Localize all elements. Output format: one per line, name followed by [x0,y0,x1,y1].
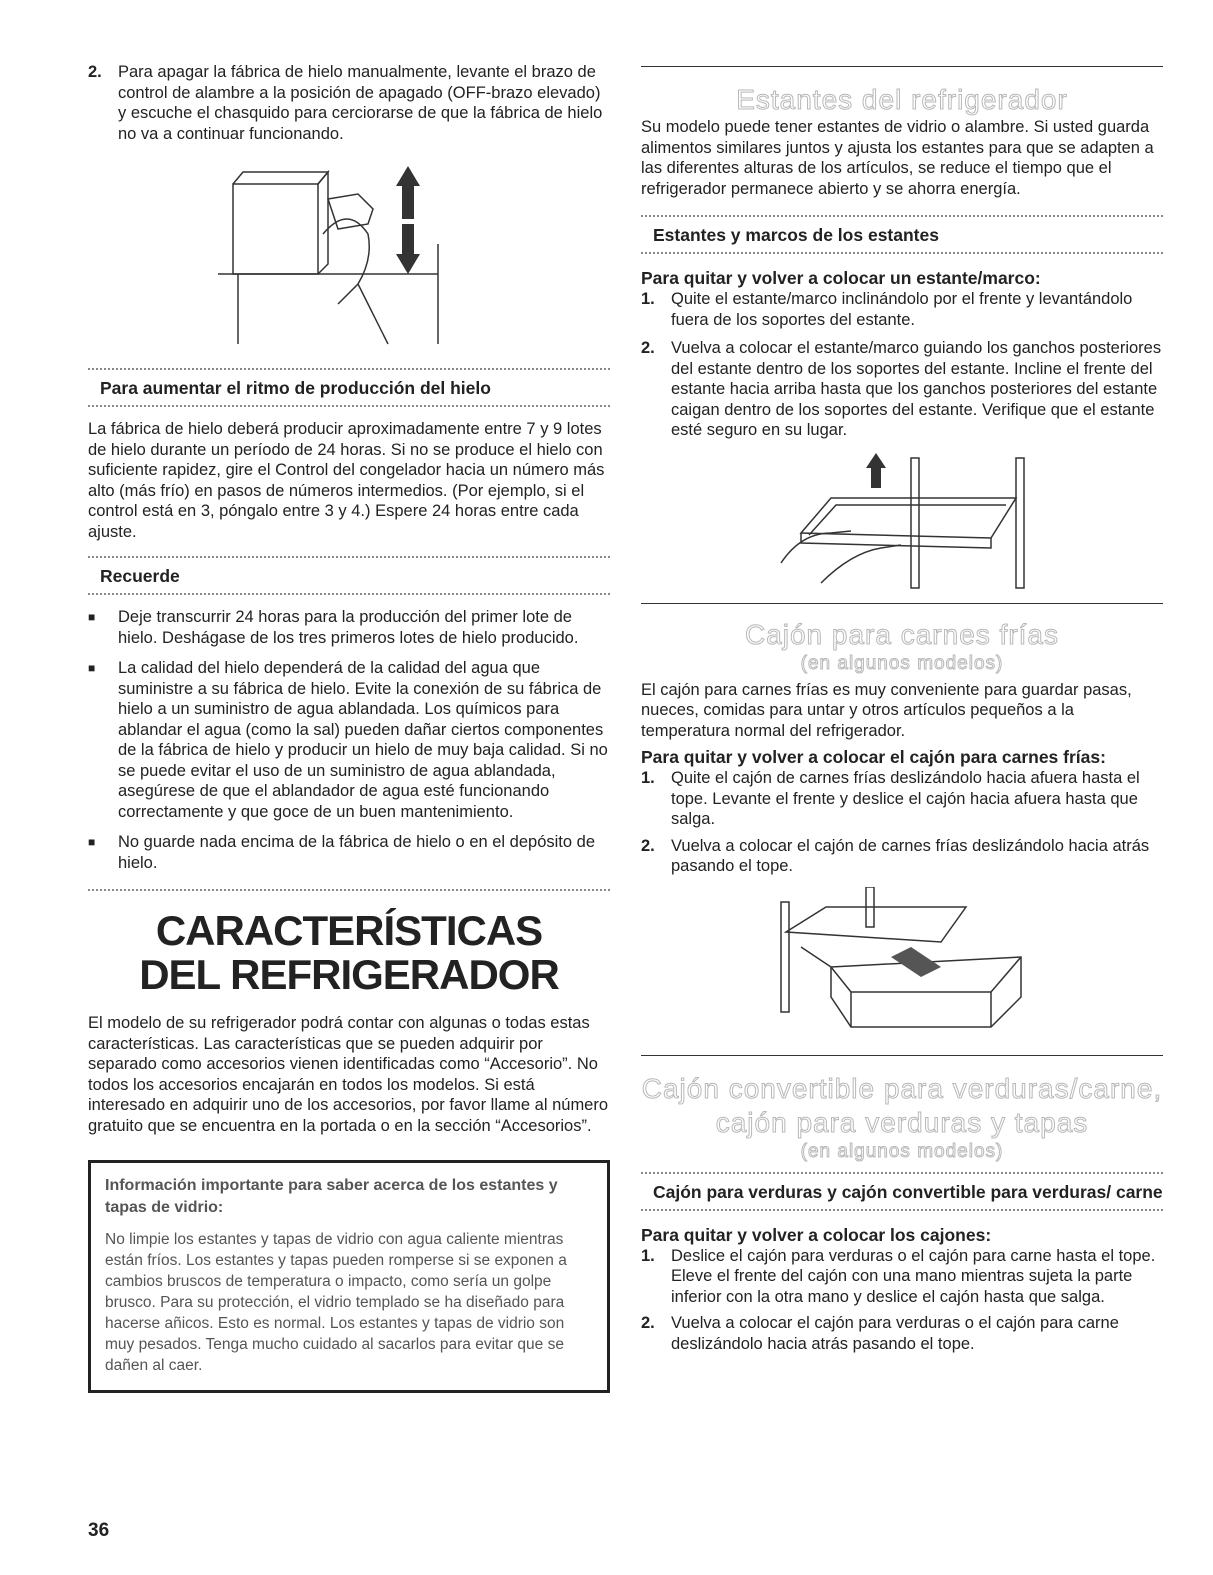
section-title-line-1: CARACTERÍSTICAS [155,907,543,954]
meat-drawer-subtitle: (en algunos modelos) [800,652,1004,674]
shelf-step: 2. Vuelva a colocar el estante/marco guiando los ganchos posteriores del estante dentro de los soportes del estante. Incline el frente del estante hacia arriba hasta que los ganchos posteriores del estante caigan dentro de los soportes del estante. Verifique que el estante esté seguro en su lugar. [641,339,1162,439]
shelves-text: Su modelo puede tener estantes de vidrio o alambre. Si usted guarda alimentos similares juntos y ajusta los estantes para que se adapten a las diferentes alturas de los artículos, se reduce el tiempo que el refrigerador permanece abierto y se ahorra energía. [641,118,1154,198]
features-text: El modelo de su refrigerador podrá contar con algunas o todas estas características. Las características que se pueden adquirir por separado como accesorios vienen identificadas como “Accesorio”. No todos los accesorios encajarán en todos los modelos. Si está interesado en adquirir uno de los accesorios, por favor llame al número gratuito que se encuentra en la portada o en la sección “Accesorios”. [88,1014,609,1135]
meat-drawer-illustration [771,887,1031,1047]
divider [641,1055,1163,1056]
remember-heading: Recuerde [100,566,180,586]
rate-text: La fábrica de hielo deberá producir aproximadamente entre 7 y 9 lotes de hielo durante un período de 24 horas. Si no se produce el hielo con suficiente rapidez, gire el Control del congelador hacia un número más alto (más frío) en pasos de números intermedios. (Por ejemplo, si el control está en 3, póngalo entre 3 y 4.) Espere 24 horas entre cada ajuste. [88,420,605,541]
meat-drawer-title: Cajón para carnes frías [744,618,1060,650]
page-number: 36 [88,1520,110,1541]
crisper-title-line-1: Cajón convertible para verduras/carne, [641,1072,1163,1104]
ice-maker-step-2 [88,62,610,144]
notice-title: Información importante para saber acerca de los estantes y tapas de vidrio: [105,1177,558,1216]
left-column [88,62,610,1393]
list-item: ■ No guarde nada encima de la fábrica de hielo o en el depósito de hielo. [88,833,596,872]
list-item: ■ La calidad del hielo dependerá de la calidad del agua que suministre a su fábrica de hielo. Evite la conexión de su fábrica de hielo a un suministro de agua ablandada. Los químicos para ablandar el agua (como la sal) pueden dañar ciertos componentes de la fábrica de hielo y producir un hielo de muy baja calidad. Si no se puede evitar el uso de un suministro de agua ablandada, asegúrese de que el ablandador de agua esté funcionando correctamente y que goce de un buen mantenimiento. [88,659,608,821]
list-item: ■ Deje transcurrir 24 horas para la producción del primer lote de hielo. Deshágase de los tres primeros lotes de hielo producido. [88,608,579,647]
frames-heading: Estantes y marcos de los estantes [653,225,939,245]
step-number: 2. [88,63,102,81]
drawers-remove-heading: Para quitar y volver a colocar los cajones: [641,1224,992,1245]
meat-step: 2. Vuelva a colocar el cajón de carnes frías deslizándolo hacia atrás pasando el tope. [641,836,1150,875]
shelf-illustration [761,453,1061,593]
meat-remove-heading: Para quitar y volver a colocar el cajón para carnes frías: [641,747,1106,767]
right-column [641,66,1163,1354]
bullet-icon: ■ [88,835,96,849]
divider [641,1209,1163,1211]
meat-step: 1. Quite el cajón de carnes frías deslizándolo hacia afuera hasta el tope. Levante el frente y deslice el cajón hacia afuera hasta que salga. [641,769,1140,828]
glass-shelves-notice [88,1160,610,1393]
divider [88,593,610,595]
rate-heading: Para aumentar el ritmo de producción del hielo [100,378,491,398]
divider [88,889,610,891]
divider [641,66,1163,67]
bullet-icon: ■ [88,610,96,624]
divider [641,603,1163,604]
ice-maker-illustration [208,164,508,354]
remove-shelf-heading: Para quitar y volver a colocar un estante/marco: [641,268,1041,288]
section-title-line-2: DEL REFRIGERADOR [139,951,559,998]
meat-text: El cajón para carnes frías es muy conveniente para guardar pasas, nueces, comidas para untar y otros artículos pequeños a la temperatura normal del refrigerador. [641,680,1132,740]
bullet-icon: ■ [88,661,96,675]
divider [641,252,1163,254]
remember-list [88,607,610,873]
drawer-step: 2. Vuelva a colocar el cajón para verduras o el cajón para carne deslizándolo hacia atrás pasando el tope. [641,1314,1119,1353]
shelves-title: Estantes del refrigerador [736,84,1068,115]
shelf-step: 1. Quite el estante/marco inclinándolo por el frente y levantándolo fuera de los soportes del estante. [641,290,1133,329]
crisper-title-line-2: cajón para verduras y tapas [715,1106,1089,1138]
divider [88,405,610,407]
notice-text: No limpie los estantes y tapas de vidrio con agua caliente mientras están fríos. Los estantes y tapas pueden romperse si se exponen a cambios bruscos de temperatura o impacto, como sería un golpe brusco. Para su protección, el vidrio templado se ha diseñado para hacerse añicos. Esto es normal. Los estantes y tapas de vidrio son muy pesados. Tenga mucho cuidado al sacarlos para evitar que se dañen al caer. [105,1231,567,1374]
crisper-heading: Cajón para verduras y cajón convertible para verduras/ carne [653,1181,1163,1202]
crisper-subtitle: (en algunos modelos) [800,1140,1004,1162]
drawer-step: 1. Deslice el cajón para verduras o el cajón para carne hasta el tope. Eleve el frente del cajón con una mano mientras sujeta la parte inferior con la otra mano y deslice el cajón hasta que salga. [641,1246,1156,1306]
step-text: Para apagar la fábrica de hielo manualmente, levante el brazo de control de alambre a la posición de apagado (OFF-brazo elevado) y escuche el chasquido para cerciorarse de que la fábrica de hielo no va a continuar funcionando. [118,63,603,143]
section-title [88,909,610,997]
